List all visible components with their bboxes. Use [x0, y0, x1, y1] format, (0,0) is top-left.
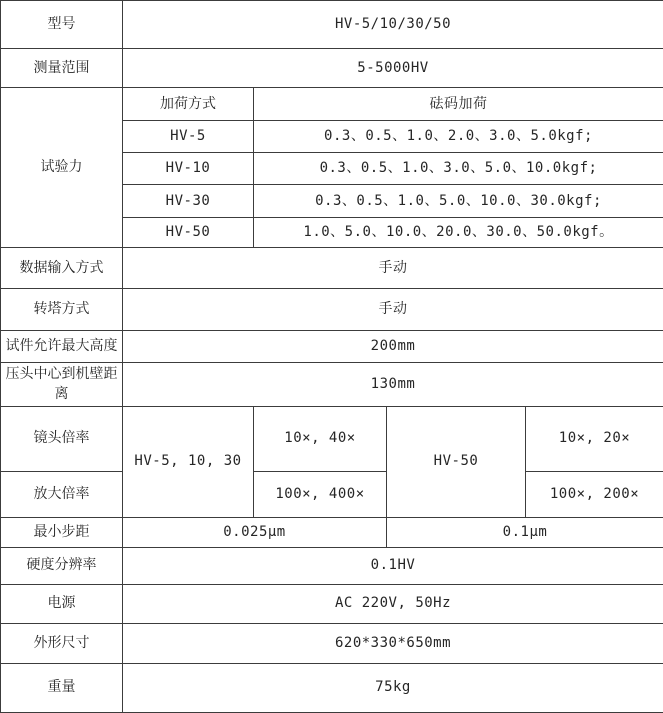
model-label: 型号: [1, 1, 123, 49]
weight-value: 75kg: [123, 663, 663, 712]
force-hv50-model: HV-50: [123, 218, 254, 248]
resolution-label: 硬度分辨率: [1, 547, 123, 584]
row-model: [1, 1, 663, 49]
min-step-right: 0.1μm: [387, 517, 663, 547]
force-hv5-value: 0.3、0.5、1.0、2.0、3.0、5.0kgf;: [254, 121, 663, 153]
force-hv5-model: HV-5: [123, 121, 254, 153]
row-range: [1, 49, 663, 88]
load-method-value: 砝码加荷: [254, 88, 663, 121]
dimensions-value: 620*330*650mm: [123, 623, 663, 663]
row-magnification: [1, 471, 663, 517]
power-label: 电源: [1, 584, 123, 623]
row-resolution: [1, 547, 663, 584]
magnification-label: 放大倍率: [1, 471, 123, 517]
force-hv10-model: HV-10: [123, 153, 254, 185]
load-method-label: 加荷方式: [123, 88, 254, 121]
force-hv50-value: 1.0、5.0、10.0、20.0、30.0、50.0kgf。: [254, 218, 663, 248]
row-weight: [1, 663, 663, 712]
row-wall-distance: [1, 363, 663, 407]
wall-distance-value: 130mm: [123, 363, 663, 407]
range-value: 5-5000HV: [123, 49, 663, 88]
row-power: [1, 584, 663, 623]
force-hv30-value: 0.3、0.5、1.0、5.0、10.0、30.0kgf;: [254, 185, 663, 218]
row-dimensions: [1, 623, 663, 663]
lens-label: 镜头倍率: [1, 406, 123, 471]
data-input-label: 数据输入方式: [1, 248, 123, 289]
min-step-label: 最小步距: [1, 517, 123, 547]
max-height-value: 200mm: [123, 331, 663, 363]
row-min-step: [1, 517, 663, 547]
turret-label: 转塔方式: [1, 289, 123, 331]
turret-value: 手动: [123, 289, 663, 331]
optics-group2-lens: 10×, 20×: [526, 406, 663, 471]
range-label: 测量范围: [1, 49, 123, 88]
max-height-label: 试件允许最大高度: [1, 331, 123, 363]
optics-group1-mag: 100×, 400×: [254, 471, 387, 517]
row-max-height: [1, 331, 663, 363]
test-force-label: 试验力: [1, 88, 123, 248]
row-data-input: [1, 248, 663, 289]
row-lens: [1, 406, 663, 471]
wall-distance-label: 压头中心到机壁距离: [1, 363, 123, 407]
power-value: AC 220V, 50Hz: [123, 584, 663, 623]
dimensions-label: 外形尺寸: [1, 623, 123, 663]
row-force-header: [1, 88, 663, 121]
model-value: HV-5/10/30/50: [123, 1, 663, 49]
optics-group2-mag: 100×, 200×: [526, 471, 663, 517]
optics-group1-lens: 10×, 40×: [254, 406, 387, 471]
optics-group2-models: HV-50: [387, 406, 526, 517]
row-turret: [1, 289, 663, 331]
data-input-value: 手动: [123, 248, 663, 289]
optics-group1-models: HV-5, 10, 30: [123, 406, 254, 517]
resolution-value: 0.1HV: [123, 547, 663, 584]
force-hv10-value: 0.3、0.5、1.0、3.0、5.0、10.0kgf;: [254, 153, 663, 185]
weight-label: 重量: [1, 663, 123, 712]
force-hv30-model: HV-30: [123, 185, 254, 218]
min-step-left: 0.025μm: [123, 517, 387, 547]
